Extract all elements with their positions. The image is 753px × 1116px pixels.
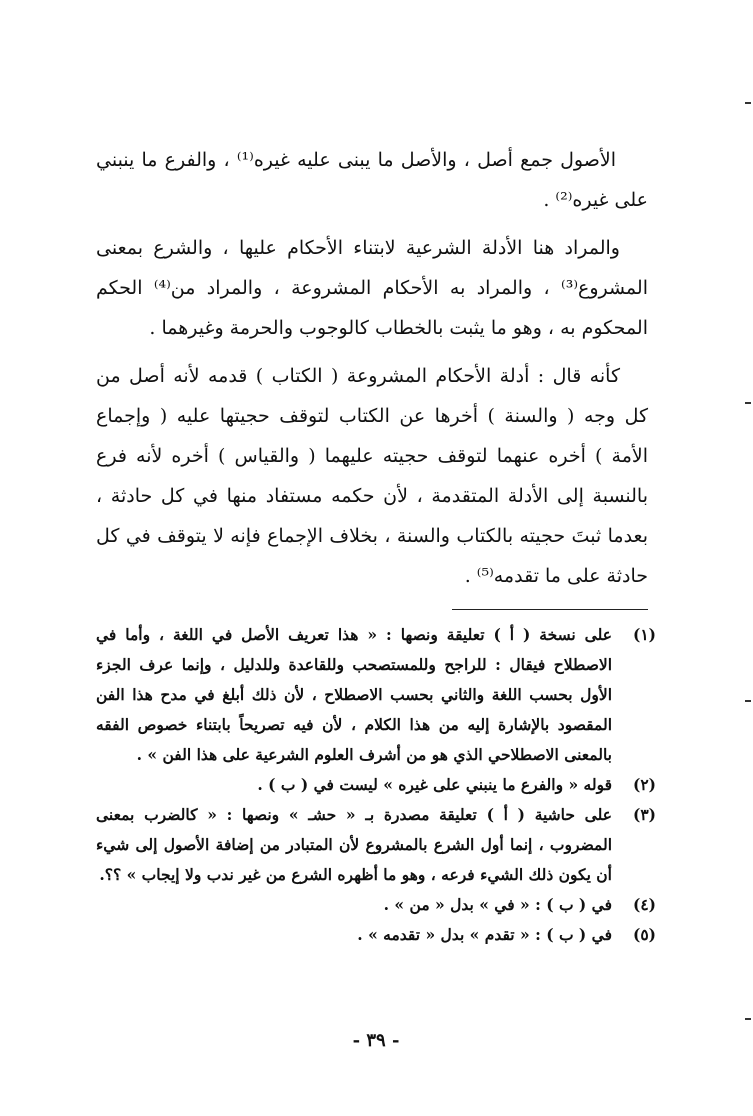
footnote-text: في ( ب ) : « تقدم » بدل « تقدمه » . bbox=[357, 925, 612, 944]
scan-edge-mark bbox=[745, 402, 751, 404]
footnote-text: في ( ب ) : « في » بدل « من » . bbox=[383, 895, 612, 914]
page-number: - ٣٩ - bbox=[352, 1030, 400, 1051]
footnote-text: على حاشية ( أ ) تعليقة مصدرة بـ « حشـ » ونصها : « كالضرب بمعنى المضروب ، إنما أول الشرع بالمشروع لأن المتبادر من إضافة الأصول إلى شيء أن يكون ذلك الشيء فرعه ، وهو ما أظهره الشرع من غير ندب ولا إيجاب » ؟؟. bbox=[96, 805, 612, 884]
footnote-4 bbox=[96, 890, 656, 920]
footnote-3 bbox=[96, 800, 656, 890]
footnote-number: (٥) bbox=[632, 925, 656, 944]
footnote-number: (١) bbox=[632, 625, 656, 644]
scan-edge-mark bbox=[745, 1018, 751, 1020]
footnote-1 bbox=[96, 620, 656, 770]
footnote-text: على نسخة ( أ ) تعليقة ونصها : « هذا تعريف الأصل في اللغة ، وأما في الاصطلاح فيقال : للراجح وللمستصحب وللقاعدة وللدليل ، وإنما عرف الجزء الأول بحسب اللغة والثاني بحسب الاصطلاح ، لأن ذلك أبلغ في مدح هذا الفن المقصود بالإشارة إليه من هذا الكلام ، لأن فيه تصريحاً بابتناء خصوص الفقه بالمعنى الاصطلاحي الذي هو من أشرف العلوم الشرعية على هذا الفن » . bbox=[96, 625, 612, 764]
paragraph-2: والمراد هنا الأدلة الشرعية لابتناء الأحكام عليها ، والشرع بمعنى المشروع⁽³⁾ ، والمراد به الأحكام المشروعة ، والمراد من⁽⁴⁾ الحكم المحكوم به ، وهو ما يثبت بالخطاب كالوجوب والحرمة وغيرهما . bbox=[96, 237, 648, 339]
paragraph-1: الأصول جمع أصل ، والأصل ما يبنى عليه غيره⁽¹⁾ ، والفرع ما ينبني على غيره⁽²⁾ . bbox=[96, 149, 648, 211]
scan-edge-mark bbox=[745, 102, 751, 104]
main-text bbox=[96, 140, 648, 604]
footnote-number: (٢) bbox=[632, 775, 656, 794]
footnote-number: (٤) bbox=[632, 895, 656, 914]
paragraph-3: كأنه قال : أدلة الأحكام المشروعة ( الكتاب ) قدمه لأنه أصل من كل وجه ( والسنة ) أخرها عن الكتاب لتوقف حجيتها عليه ( وإجماع الأمة ) أخره عنهما لتوقف حجيته عليهما ( والقياس ) أخره لأنه فرع بالنسبة إلى الأدلة المتقدمة ، لأن حكمه مستفاد منها في كل حادثة ، بعدما ثبتَ حجيته بالكتاب والسنة ، بخلاف الإجماع فإنه لا يتوقف في كل حادثة على ما تقدمه⁽⁵⁾ . bbox=[96, 365, 648, 587]
footnotes bbox=[96, 620, 656, 950]
footnote-2 bbox=[96, 770, 656, 800]
footnote-number: (٣) bbox=[632, 805, 656, 824]
footnote-divider bbox=[452, 609, 648, 610]
footnote-text: قوله « والفرع ما ينبني على غيره » ليست في ( ب ) . bbox=[257, 775, 612, 794]
footnote-5 bbox=[96, 920, 656, 950]
scan-edge-mark bbox=[745, 700, 751, 702]
